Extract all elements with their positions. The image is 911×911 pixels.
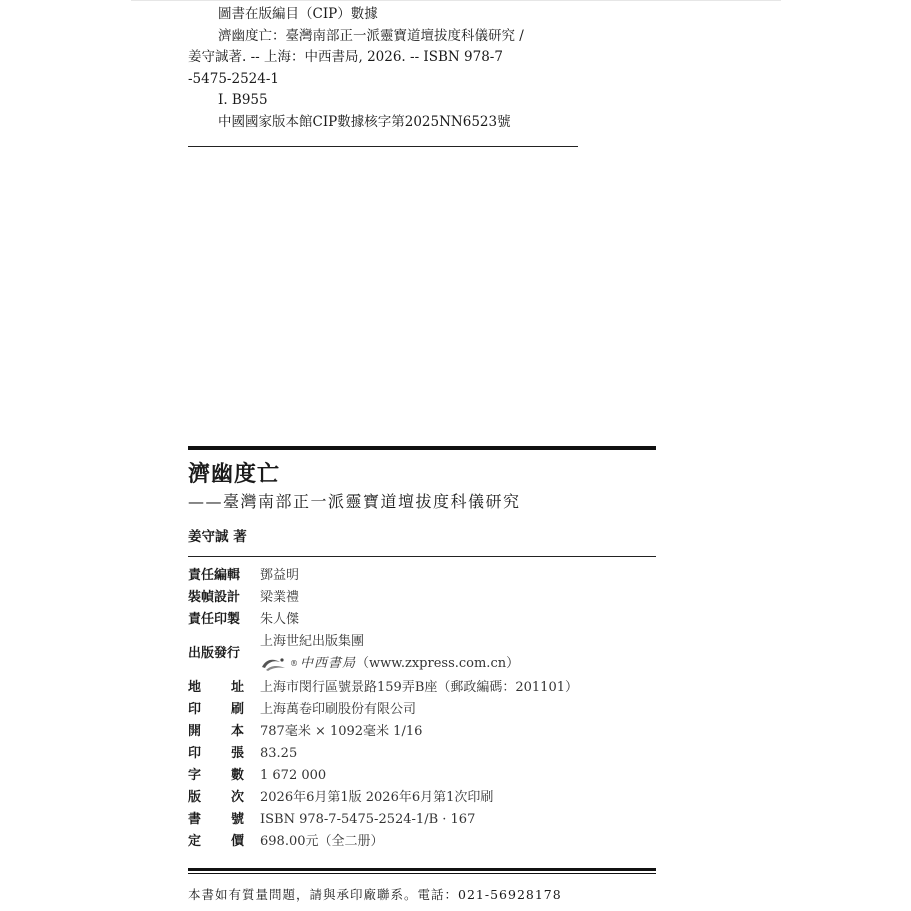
cip-classification: Ⅰ. B955 (218, 92, 268, 108)
publisher-logo-line (260, 653, 519, 675)
footer-double-rule (188, 868, 656, 874)
detail-value: 2026年6月第1版 2026年6月第1次印刷 (260, 790, 494, 805)
detail-row-printer (188, 699, 656, 721)
detail-row-edition (188, 787, 656, 809)
detail-label: 印 張 (188, 746, 244, 761)
cip-line-2: 姜守誠著. -- 上海：中西書局, 2026. -- ISBN 978-7 (188, 49, 503, 65)
cip-block (188, 4, 524, 133)
book-author: 姜守誠 著 (188, 529, 247, 545)
detail-row-format (188, 721, 656, 743)
credit-value: 朱人傑 (260, 612, 300, 627)
detail-value: 上海萬卷印刷股份有限公司 (260, 702, 417, 717)
book-subtitle: ——臺灣南部正一派靈寶道壇拔度科儀研究 (188, 492, 521, 511)
cip-heading: 圖書在版編目（CIP）數據 (218, 6, 378, 22)
credit-label: 責任編輯 (188, 568, 241, 583)
credit-row-design (188, 587, 656, 609)
detail-label: 地 址 (188, 680, 244, 695)
detail-label: 書 號 (188, 812, 244, 827)
colophon-details (188, 565, 656, 853)
publisher-label: 出版發行 (188, 646, 241, 661)
detail-row-address (188, 677, 656, 699)
detail-value: 1 672 000 (260, 768, 327, 783)
credit-value: 鄧益明 (260, 568, 300, 583)
detail-value: ISBN 978-7-5475-2524-1/B · 167 (260, 812, 476, 827)
detail-value: 上海市閔行區號景路159弄B座（郵政編碼：201101） (260, 680, 578, 695)
publisher-value (260, 631, 519, 675)
detail-row-sheets (188, 743, 656, 765)
credit-label: 裝幀設計 (188, 590, 241, 605)
detail-row-isbn (188, 809, 656, 831)
detail-value: 787毫米 × 1092毫米 1/16 (260, 724, 423, 739)
book-title: 濟幽度亡 (188, 461, 281, 487)
cip-record-number: 中國國家版本館CIP數據核字第2025NN6523號 (218, 113, 511, 130)
publisher-url: （www.zxpress.com.cn） (356, 656, 520, 671)
detail-label: 版 次 (188, 790, 244, 805)
detail-label: 印 刷 (188, 702, 244, 717)
detail-value: 83.25 (260, 746, 298, 761)
credit-row-production (188, 609, 656, 631)
cip-divider (188, 146, 578, 147)
detail-value: 698.00元（全二册） (260, 834, 384, 849)
quality-notice: 本書如有質量問題，請與承印廠聯系。電話：021-56928178 (188, 887, 562, 902)
detail-label: 字 數 (188, 768, 244, 783)
publisher-group: 上海世紀出版集團 (260, 634, 365, 649)
detail-row-price (188, 831, 656, 853)
cip-line-3: -5475-2524-1 (188, 70, 279, 87)
thick-rule (188, 446, 656, 450)
colophon-header (188, 446, 656, 557)
cip-line-1: 濟幽度亡：臺灣南部正一派靈寶道壇拔度科儀研究 / (218, 27, 524, 44)
detail-row-wordcount (188, 765, 656, 787)
credit-label: 責任印製 (188, 612, 241, 627)
detail-label: 開 本 (188, 724, 244, 739)
publisher-row (188, 631, 656, 677)
publisher-logo-name: 中西書局 (300, 656, 357, 671)
zhongxi-press-logo-icon (260, 656, 288, 672)
registered-mark: ® (290, 659, 298, 668)
top-edge-line (131, 0, 781, 1)
header-divider (188, 556, 656, 557)
detail-label: 定 價 (188, 834, 244, 849)
credit-value: 梁業禮 (260, 590, 300, 605)
credit-row-editor (188, 565, 656, 587)
